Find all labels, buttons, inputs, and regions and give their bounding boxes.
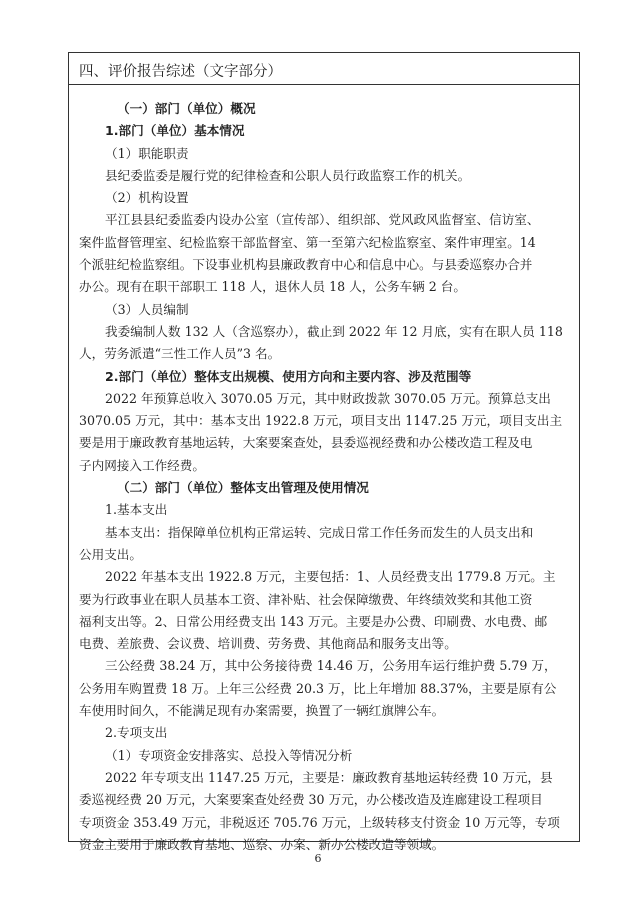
text-line: 1.部门（单位）基本情况 (105, 123, 245, 139)
text-line: 公用支出。 (79, 546, 142, 562)
text-line: （2）机构设置 (105, 190, 189, 206)
text-line: 三公经费 38.24 万，其中公务接待费 14.46 万，公务用车运行维护费 5.79 万， (105, 658, 557, 674)
text-line: 要为行政事业在职人员基本工资、津补贴、社会保障缴费、年终绩效奖和其他工资 (79, 591, 533, 607)
text-line: 要是用于廉政教育基地运转，大案要案查处，县委巡视经费和办公楼改造工程及电 (79, 435, 533, 451)
text-line: 电费、差旅费、会议费、培训费、劳务费、其他商品和服务支出等。 (79, 636, 457, 652)
text-line: 个派驻纪检监察组。下设事业机构县廉政教育中心和信息中心。与县委巡察办合并 (79, 257, 533, 273)
text-line: 人，劳务派遣“三性工作人员”3 名。 (79, 346, 281, 362)
text-line: 1.基本支出 (105, 502, 168, 518)
text-line: （1）职能职责 (105, 145, 189, 161)
text-line: 2.专项支出 (105, 725, 168, 741)
text-line: （1）专项资金安排落实、总投入等情况分析 (105, 747, 353, 763)
text-line: 公务用车购置费 18 万。上年三公经费 20.3 万，比上年增加 88.37%，主要是原有公 (79, 680, 557, 696)
text-line: （3）人员编制 (105, 301, 189, 317)
report-body (79, 98, 571, 856)
text-line: （一）部门（单位）概况 (117, 101, 256, 116)
section-header-row (69, 53, 579, 85)
text-line: 我委编制人数 132 人（含巡察办），截止到 2022 年 12 月底，实有在职人员 118 (105, 323, 563, 339)
text-line: 3070.05 万元，其中：基本支出 1922.8 万元，项目支出 1147.25 万元，项目支出主 (79, 413, 563, 429)
text-line: 专项资金 353.49 万元，非税返还 705.76 万元，上级转移支付资金 10 万元等，专项 (79, 814, 560, 830)
text-line: 办公。现有在职干部职工 118 人，退休人员 18 人，公务车辆 2 台。 (79, 279, 466, 295)
page-number: 6 (314, 852, 322, 865)
text-line: 县纪委监委是履行党的纪律检查和公职人员行政监察工作的机关。 (105, 167, 471, 183)
report-frame (68, 52, 580, 852)
text-line: 基本支出：指保障单位机构正常运转、完成日常工作任务而发生的人员支出和 (105, 524, 534, 540)
text-line: （二）部门（单位）整体支出管理及使用情况 (117, 480, 369, 496)
text-line: 2022 年基本支出 1922.8 万元，主要包括：1、人员经费支出 1779.8 万元。主 (105, 569, 556, 585)
text-line: 资金主要用于廉政教育基地、巡察、办案、新办公楼改造等领域。 (79, 836, 445, 852)
text-line: 子内网接入工作经费。 (79, 457, 205, 473)
text-line: 2022 年预算总收入 3070.05 万元，其中财政拨款 3070.05 万元。预算总支出 (105, 390, 551, 406)
text-line: 2.部门（单位）整体支出规模、使用方向和主要内容、涉及范围等 (105, 368, 472, 384)
section-title: 四、评价报告综述（文字部分） (79, 64, 282, 80)
text-line: 平江县县纪委监委内设办公室（宣传部）、组织部、党风政风监督室、信访室、 (105, 212, 540, 228)
text-line: 车使用时间久，不能满足现有办案需要，换置了一辆红旗牌公车。 (79, 703, 445, 719)
text-line: 2022 年专项支出 1147.25 万元，主要是：廉政教育基地运转经费 10 万元，县 (105, 769, 553, 785)
text-line: 委巡视经费 20 万元，大案要案查处经费 30 万元，办公楼改造及连廊建设工程项目 (79, 792, 543, 808)
text-line: 案件监督管理室、纪检监察干部监督室、第一至第六纪检监察室、案件审理室。14 (79, 234, 536, 250)
text-line: 福利支出等。2、日常公用经费支出 143 万元。主要是办公费、印刷费、水电费、邮 (79, 613, 548, 629)
